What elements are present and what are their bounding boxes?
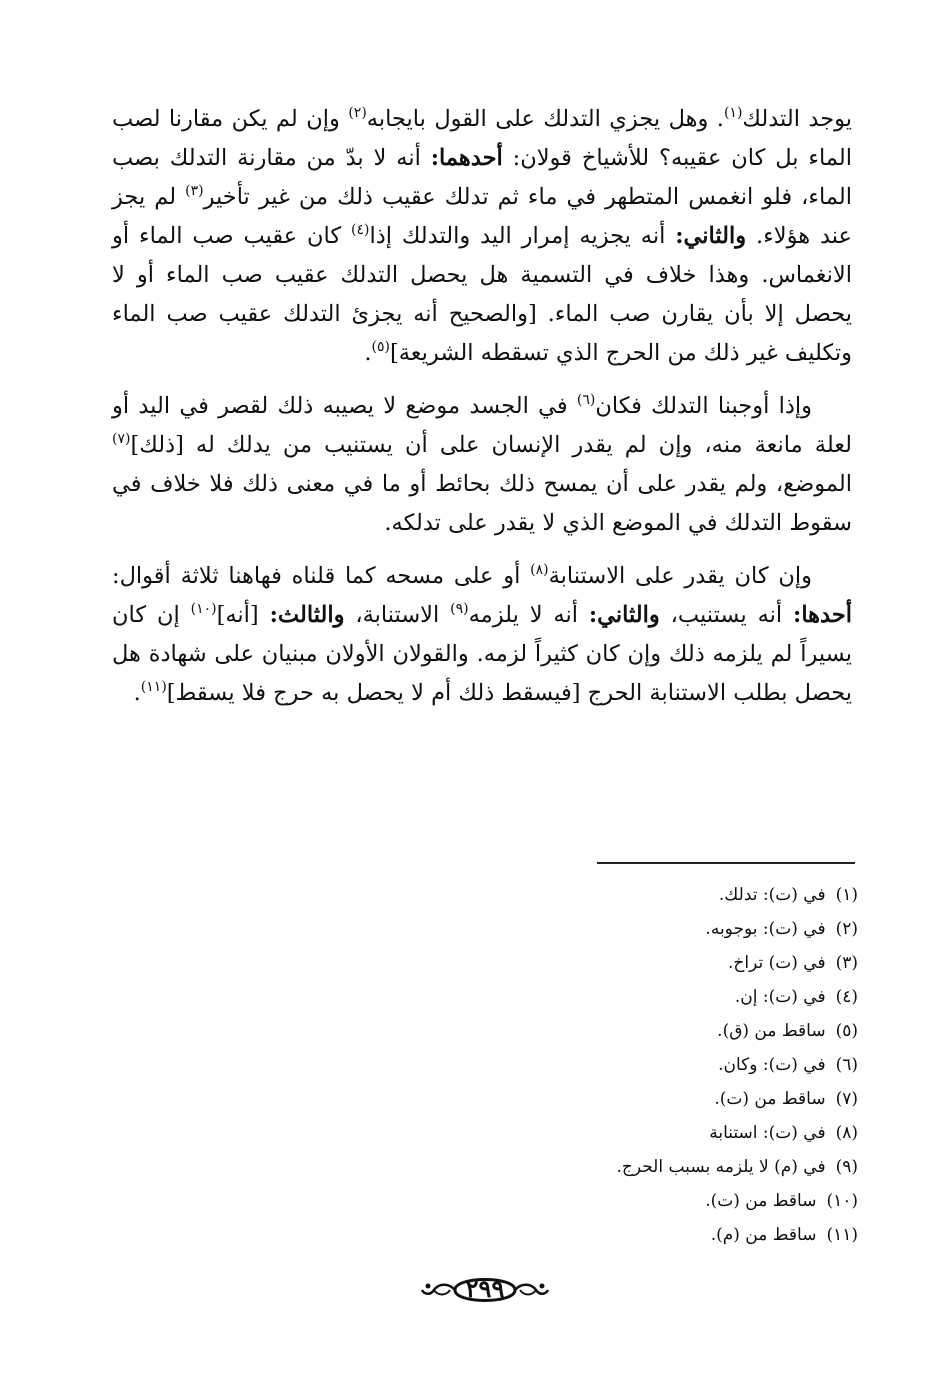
footnote-text: ساقط من (م).	[710, 1225, 817, 1245]
footnote-reference: (٥)	[371, 339, 390, 355]
footnote-reference: (٣)	[185, 183, 204, 199]
footnote-text: ساقط من (ت).	[714, 1089, 826, 1109]
footnote-text: ساقط من (ت).	[705, 1191, 817, 1211]
page-number-ornament	[420, 1268, 550, 1312]
footnote-reference: (١)	[723, 105, 743, 121]
footnote-item	[358, 1116, 858, 1150]
footnote-text: في (ت): تدلك.	[718, 885, 826, 905]
footnote-mark: (٤)	[835, 987, 858, 1007]
footnote-mark: (١١)	[826, 1225, 858, 1245]
page-number: ٢٩٩	[465, 1274, 505, 1303]
footnote-reference: (١٠)	[190, 601, 217, 617]
footnote-text: في (ت) تراخ.	[727, 953, 826, 973]
footnote-text: في (ت): إن.	[734, 987, 826, 1007]
text-run: أو على مسحه كما قلناه فهاهنا ثلاثة أقوال:	[112, 563, 531, 589]
footnote-mark: (٥)	[835, 1021, 858, 1041]
footnote-text: في (ت): وكان.	[718, 1055, 826, 1075]
footnote-item	[358, 1184, 858, 1218]
text-run: أنه يجزيه إمرار اليد والتدلك إذا	[369, 223, 676, 249]
footnote-mark: (٣)	[835, 953, 858, 973]
text-run: أنه يستنيب،	[659, 602, 794, 628]
text-run: .	[133, 680, 141, 706]
paragraph	[112, 387, 852, 543]
footnote-mark: (١٠)	[826, 1191, 858, 1211]
bold-label: والثاني:	[675, 223, 747, 249]
bold-label: أحدهما:	[430, 145, 503, 171]
text-run: أنه لا بدّ من مقارنة التدلك بصب الماء، فلو انغمس المتطهر في ماء ثم تدلك عقيب ذلك من غير تأخير	[112, 145, 852, 210]
footnote-text: في (ت): بوجوبه.	[705, 919, 826, 939]
footnote-mark: (٩)	[835, 1157, 858, 1177]
footnote-reference: (٩)	[450, 601, 469, 617]
footnote-item	[358, 1048, 858, 1082]
text-run: وإن لم يكن مقارنا لصب الماء بل كان عقيبه؟ للأشياخ قولان:	[112, 106, 852, 171]
footnote-text: في (ت): استنابة	[709, 1123, 826, 1143]
text-run: وإذا أوجبنا التدلك فكان	[595, 393, 812, 419]
footnote-mark: (٢)	[835, 919, 858, 939]
text-run: لم يجز عند هؤلاء.	[112, 184, 852, 249]
footnote-mark: (١)	[835, 885, 858, 905]
footnote-reference: (٤)	[350, 222, 370, 238]
text-run: يوجد التدلك	[742, 106, 853, 132]
text-run: في الجسد موضع لا يصيبه ذلك لقصر في اليد أو لعلة مانعة منه، وإن لم يقدر الإنسان على أن يستنيب من يدلك له [ذلك]	[112, 393, 852, 458]
footnote-reference: (١١)	[140, 679, 167, 695]
footnote-mark: (٨)	[835, 1123, 858, 1143]
footnote-item	[358, 980, 858, 1014]
footnote-text: في (م) لا يلزمه بسبب الحرج.	[616, 1157, 826, 1177]
text-run: إن كان يسيراً لم يلزمه ذلك وإن كان كثيراً لزمه. والقولان الأولان مبنيان على شهادة هل يحصل بطلب الاستنابة الحرج [فيسقط ذلك أم لا يحصل به حرج فلا يسقط]	[112, 602, 852, 706]
footnote-reference: (٦)	[576, 392, 596, 408]
paragraph	[112, 100, 852, 373]
text-run: الاستنابة،	[344, 602, 451, 628]
text-run: [أنه]	[216, 602, 270, 628]
bold-label: والثالث:	[269, 602, 345, 628]
text-run: كان عقيب صب الماء أو الانغماس. وهذا خلاف في التسمية هل يحصل التدلك عقيب صب الماء أو لا يحصل إلا بأن يقارن صب الماء. [والصحيح أنه يجزئ التدلك عقيب صب الماء وتكليف غير ذلك من الحرج الذي تسقطه الشريعة]	[112, 223, 852, 366]
footnote-mark: (٦)	[835, 1055, 858, 1075]
footnote-reference: (٢)	[348, 105, 367, 121]
footnote-item	[358, 946, 858, 980]
main-text	[112, 100, 852, 727]
footnote-divider	[597, 862, 855, 864]
text-run: أنه لا يلزمه	[468, 602, 589, 628]
bold-label: أحدها:	[793, 602, 853, 628]
footnotes	[358, 878, 858, 1252]
paragraph	[112, 557, 852, 713]
footnote-item	[358, 1014, 858, 1048]
footnote-item	[358, 1150, 858, 1184]
footnote-reference: (٨)	[530, 562, 549, 578]
footnote-item	[358, 912, 858, 946]
text-run: وإن كان يقدر على الاستنابة	[548, 563, 813, 589]
footnote-reference: (٧)	[112, 431, 131, 447]
bold-label: والثاني:	[588, 602, 660, 628]
footnote-mark: (٧)	[835, 1089, 858, 1109]
footnote-item	[358, 1082, 858, 1116]
text-run: .	[364, 340, 372, 366]
footnote-text: ساقط من (ق).	[717, 1021, 826, 1041]
text-run: الموضع، ولم يقدر على أن يمسح ذلك بحائط أو ما في معنى ذلك فلا خلاف في سقوط التدلك في الموضع الذي لا يقدر على تدلكه.	[112, 471, 852, 536]
footnote-item	[358, 1218, 858, 1252]
footnote-item	[358, 878, 858, 912]
text-run: . وهل يجزي التدلك على القول بايجابه	[366, 106, 724, 132]
